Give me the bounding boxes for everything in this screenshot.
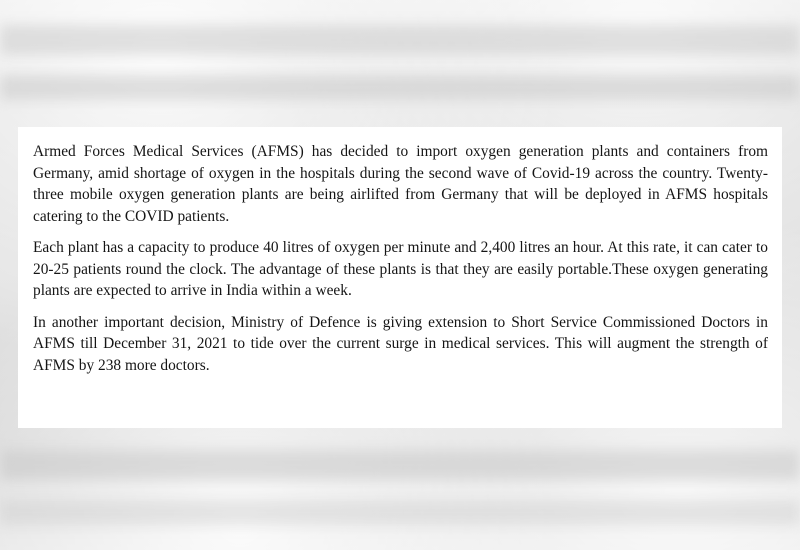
background-blur-top: [0, 25, 800, 55]
background-blur-bottom-lower: [0, 500, 800, 525]
background-blur-bottom: [0, 450, 800, 480]
background-blur-top-lower: [0, 75, 800, 100]
paragraph-plant-capacity: Each plant has a capacity to produce 40 litres of oxygen per minute and 2,400 litres an hour. At this rate, it can cater to 20-25 patients round the clock. The advantage of these plants is that they are easily portable.These oxygen generating plants are expected to arrive in India within a week.: [33, 239, 768, 299]
paragraph-doctors-extension: In another important decision, Ministry of Defence is giving extension to Short Service Commissioned Doctors in AFMS till December 31, 2021 to tide over the current surge in medical services. This will augment the strength of AFMS by 238 more doctors.: [33, 313, 768, 374]
document-card: [18, 127, 782, 428]
paragraph-afms-import: Armed Forces Medical Services (AFMS) has decided to import oxygen generation plants and containers from Germany, amid shortage of oxygen in the hospitals during the second wave of Covid-19 across the country. Twenty-three mobile oxygen generation plants are being airlifted from Germany that will be deployed in AFMS hospitals catering to the COVID patients.: [33, 143, 768, 225]
